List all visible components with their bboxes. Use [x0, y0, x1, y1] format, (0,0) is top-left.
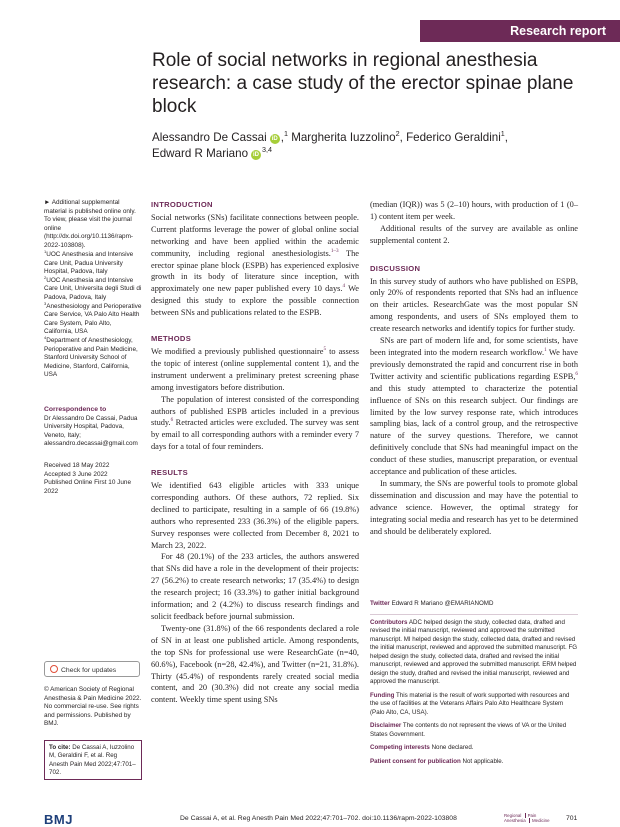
- correspondence-text[interactable]: Dr Alessandro De Cassai, Padua University Hospital, Padova, Veneto, Italy; alessandro.decassai@gmail.com: [44, 414, 138, 448]
- article-dates: Received 18 May 2022 Accepted 3 June 2022 Published Online First 10 June 2022: [44, 462, 132, 495]
- author-name[interactable]: Edward R Mariano: [152, 147, 249, 160]
- cite-label: To cite:: [49, 744, 71, 751]
- divider: [370, 614, 578, 615]
- affiliation-marker: 1: [500, 129, 505, 139]
- section-heading-methods: METHODS: [151, 334, 192, 344]
- affiliation-item: $^3$Anesthesiology and Perioperative Care Service, VA Palo Alto Health Care System, Palo Alto, California, USA: [44, 300, 142, 336]
- article-title: Role of social networks in regional anesthesia research: a case study of the erector spinae plane block: [152, 50, 574, 117]
- paragraph: SNs are part of modern life and, for some scientists, have been integrated into the modern research workflow.$^1$ We have previously demonstrated the rapid and concurrent rise in both Twitter activity and scientific publications regarding ESPB,$^6$ and this study attempted to characterize the potential influence of SNs on this research subject. Our findings are limited by the low survey response rate, which introduces sampling bias, lack of a control group, and the retrospective nature of the survey questions. Therefore, we cannot definitively conclude that SNs had meaningful impact on the conduct of these studies, manuscript preparation, or eventual acceptance and publication of these articles.: [370, 336, 579, 477]
- copyright-notice: © American Society of Regional Anesthesia & Pain Medicine 2022. No commercial re-use. See rights and permissions. Published by BMJ.: [44, 686, 142, 728]
- refresh-icon: [50, 665, 58, 673]
- paragraph: Social networks (SNs) facilitate connections between people. Current platforms leverage the power of global online social networking and have been applied within the academic community, including regional anesthesiologists.$^{1-3}$ The erector spinae plane block (ESPB) has experienced explosive growth in its body of literature since inception, with approximately one new paper published every 10 days.$^4$ We designed this study to explore the possible connection between SNs and publications related to the ESPB.: [151, 212, 359, 318]
- section-heading-results: RESULTS: [151, 468, 188, 478]
- footer-citation: De Cassai A, et al. Reg Anesth Pain Med 2022;47:701–702. doi:10.1136/rapm-2022-103808: [180, 815, 457, 822]
- affiliation-item: $^1$UOC Anesthesia and Intensive Care Unit, Padua University Hospital, Padova, Italy: [44, 248, 134, 276]
- check-for-updates-button[interactable]: Check for updates: [44, 661, 140, 677]
- article-type-banner: Research report: [420, 20, 620, 42]
- orcid-icon[interactable]: iD: [271, 136, 278, 142]
- correspondence: [44, 406, 142, 449]
- author-name[interactable]: Alessandro De Cassai: [152, 131, 267, 144]
- competing-interests-note: Competing interests None declared.: [370, 744, 474, 751]
- affiliation-marker: 2: [395, 129, 400, 139]
- twitter-note: Twitter Edward R Mariano @EMARIANOMD: [370, 600, 494, 607]
- column-right: [370, 199, 578, 537]
- affiliations: [44, 248, 142, 380]
- journal-logo: Regional Pain Anesthesia Medicine: [504, 813, 550, 823]
- paragraph: In this survey study of authors who have published on ESPB, only 20% of respondents reported that SNs had an influence on their articles. ResearchGate was the most popular SN among respondents, and users of SNs employed them to create research networks and identify topics for further study.: [370, 276, 578, 334]
- paragraph: Twenty-one (31.8%) of the 66 respondents declared a role of SN in at least one published article. Among respondents, the top SNs for professional use were ResearchGate (n=40, 60.6%), Facebook (n=28, 42.4%), and Twitter (n=21, 31.8%). Thirty (45.4%) of respondents rarely created social media content, and 20 (30.3%) did not create any social media content. Weekly time spent using SNs: [151, 623, 359, 705]
- paragraph: (median (IQR)) was 5 (2–10) hours, with production of 1 (0–1) content item per week.: [370, 200, 578, 221]
- paragraph: For 48 (20.1%) of the 233 articles, the authors answered that SNs did have a role in the development of their projects: 27 (56.2%) to create research networks; 17 (35.4%) to design the research project; 16 (33.3%) to gather initial background information; and 2 (4.2%) to discuss research findings and solicit feedback before journal submission.: [151, 552, 359, 621]
- column-left: [151, 199, 359, 706]
- author-name[interactable]: Federico Geraldini: [406, 131, 501, 144]
- funding-note: Funding This material is the result of work supported with resources and the use of facilities at the Veterans Affairs Palo Alto Healthcare System (Palo Alto, CA, USA).: [370, 691, 570, 716]
- section-heading-discussion: DISCUSSION: [370, 263, 421, 273]
- supplemental-note[interactable]: ► Additional supplemental material is published online only. To view, please visit the journal online (http://dx.doi.org/10.1136/rapm-2022-103808).: [44, 199, 136, 249]
- section-heading-introduction: INTRODUCTION: [151, 200, 213, 209]
- affiliation-item: $^2$UOC Anesthesia and Intensive Care Unit, Universita degli Studi di Padova, Padova, Italy: [44, 274, 142, 301]
- author-list: Alessandro De Cassai iD ,$^1$ Margherita Iuzzolino$^2$, Federico Geraldini$^1$, Edward R Mariano iD$^{3,4}$: [152, 129, 509, 160]
- affiliation-marker: 3,4: [262, 145, 273, 155]
- paragraph: We modified a previously published questionnaire$^5$ to assess the topic of interest (online supplemental content 1), and the instrument underwent a preliminary pretest screening phase among investigators before distribution.: [151, 346, 359, 392]
- patient-consent-note: Patient consent for publication Not applicable.: [370, 757, 504, 765]
- affiliation-marker: 1: [283, 129, 288, 139]
- bmj-logo[interactable]: BMJ: [44, 812, 73, 827]
- page-number: 701: [566, 815, 578, 822]
- cite-text: De Cassai A, Iuzzolino M, Geraldini F, et al. Reg Anesth Pain Med 2022;47:701–702.: [49, 744, 136, 777]
- author-name[interactable]: Margherita Iuzzolino: [291, 131, 396, 144]
- paragraph: We identified 643 eligible articles with 333 unique corresponding authors. Of these authors, 72 replied. Six declined to participate, resulting in a sample of 66 (19.8%) authors who represented 233 (36.3%) of the eligible papers. Survey responses were collected from December 8, 2021 to March 23, 2022.: [151, 481, 359, 550]
- orcid-icon[interactable]: iD: [253, 152, 260, 158]
- contributors-note: Contributors ADC helped design the study, collected data, drafted and revised the initial manuscript, reviewed and approved the submitted manuscript. MI helped design the study, collected data, drafted and revised the initial manuscript, reviewed and approved the submitted manuscript. FG helped design the study, collected data, drafted and revised the initial manuscript, reviewed and approved the submitted manuscript. ERM helped design the study, drafted and revised the initial manuscript, reviewed and approved the manuscript.: [370, 618, 578, 685]
- correspondence-heading: Correspondence to: [44, 406, 107, 413]
- citation-box: [44, 740, 142, 780]
- affiliation-item: $^4$Department of Anesthesiology, Perioperative and Pain Medicine, Stanford University School of Medicine, Stanford, California, USA: [44, 334, 138, 379]
- disclaimer-note: Disclaimer The contents do not represent the views of VA or the United States Government.: [370, 722, 567, 738]
- article-footnotes: [370, 600, 578, 766]
- paragraph: In summary, the SNs are powerful tools to promote global dissemination and discussion and may have the potential to advance science. However, the optimal strategy for integrating social media and research has yet to be determined and should be deliberately explored.: [370, 478, 578, 536]
- paragraph: Additional results of the survey are available as online supplemental content 2.: [370, 223, 578, 245]
- paragraph: The population of interest consisted of the corresponding authors of published ESPB articles included in a previous study.$^6$ Retracted articles were excluded. The survey was sent by email to all corresponding authors with a reminder every 7 days for a total of four reminders.: [151, 394, 359, 452]
